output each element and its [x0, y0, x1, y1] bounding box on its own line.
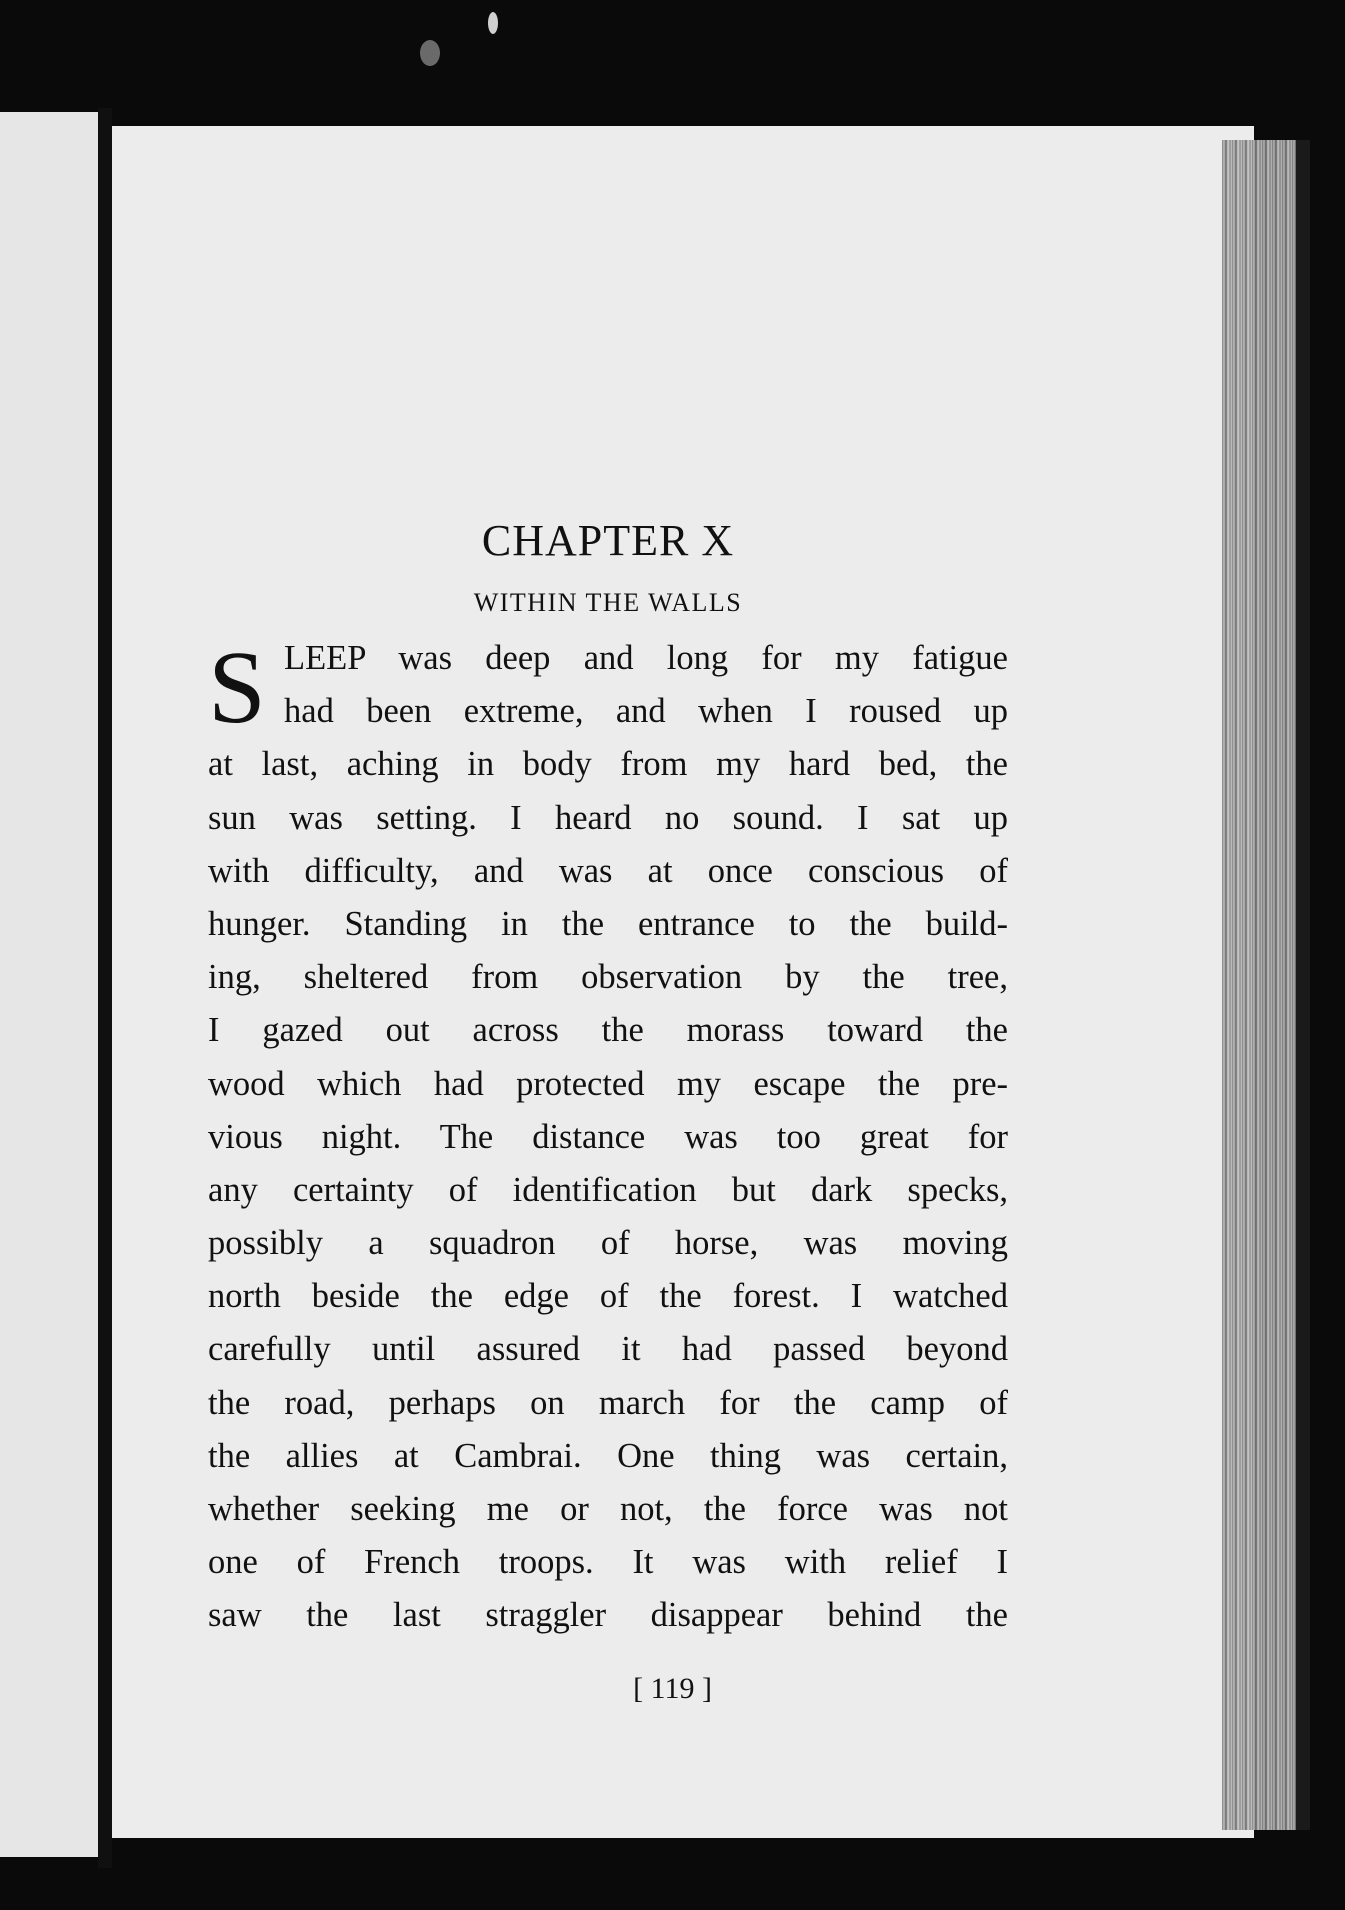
- page-stack-shadow: [1296, 140, 1310, 1830]
- binding-gutter: [98, 108, 112, 1868]
- page-text: [208, 508, 1008, 1643]
- text-line: any certainty of identification but dark specks,: [208, 1170, 1008, 1209]
- text-line: LEEP was deep and long for my fatigue: [284, 639, 1008, 677]
- page-number: [ 119 ]: [633, 1672, 712, 1705]
- text-line: I gazed out across the morass toward the: [208, 1011, 1008, 1050]
- text-line: north beside the edge of the forest. I watched: [208, 1277, 1008, 1316]
- text-line: the road, perhaps on march for the camp of: [208, 1383, 1008, 1422]
- opening-lines: [208, 630, 1008, 745]
- text-line: wood which had protected my escape the pre-: [208, 1064, 1008, 1103]
- text-line: saw the last straggler disappear behind the: [208, 1596, 1008, 1635]
- scan-speck: [420, 40, 440, 66]
- drop-cap: S: [208, 630, 266, 745]
- scan-speck: [488, 12, 498, 34]
- text-line: with difficulty, and was at once conscious of: [208, 851, 1008, 890]
- page-stack-edge: [1222, 140, 1296, 1830]
- text-line: at last, aching in body from my hard bed, the: [208, 745, 1008, 784]
- text-line: one of French troops. It was with relief I: [208, 1543, 1008, 1582]
- previous-page-edge: [0, 112, 98, 1857]
- chapter-heading: CHAPTER X: [481, 516, 735, 565]
- text-line: ing, sheltered from observation by the tree,: [208, 958, 1008, 997]
- text-line: sun was setting. I heard no sound. I sat up: [208, 798, 1008, 837]
- text-line: whether seeking me or not, the force was not: [208, 1490, 1008, 1528]
- text-line: possibly a squadron of horse, was moving: [208, 1224, 1008, 1263]
- text-line: hunger. Standing in the entrance to the build-: [208, 904, 1008, 943]
- text-line: carefully until assured it had passed beyond: [208, 1330, 1008, 1369]
- text-line: vious night. The distance was too great for: [208, 1117, 1008, 1156]
- text-line: had been extreme, and when I roused up: [284, 692, 1008, 731]
- chapter-title: WITHIN THE WALLS: [473, 588, 743, 617]
- text-line: the allies at Cambrai. One thing was certain,: [208, 1436, 1008, 1475]
